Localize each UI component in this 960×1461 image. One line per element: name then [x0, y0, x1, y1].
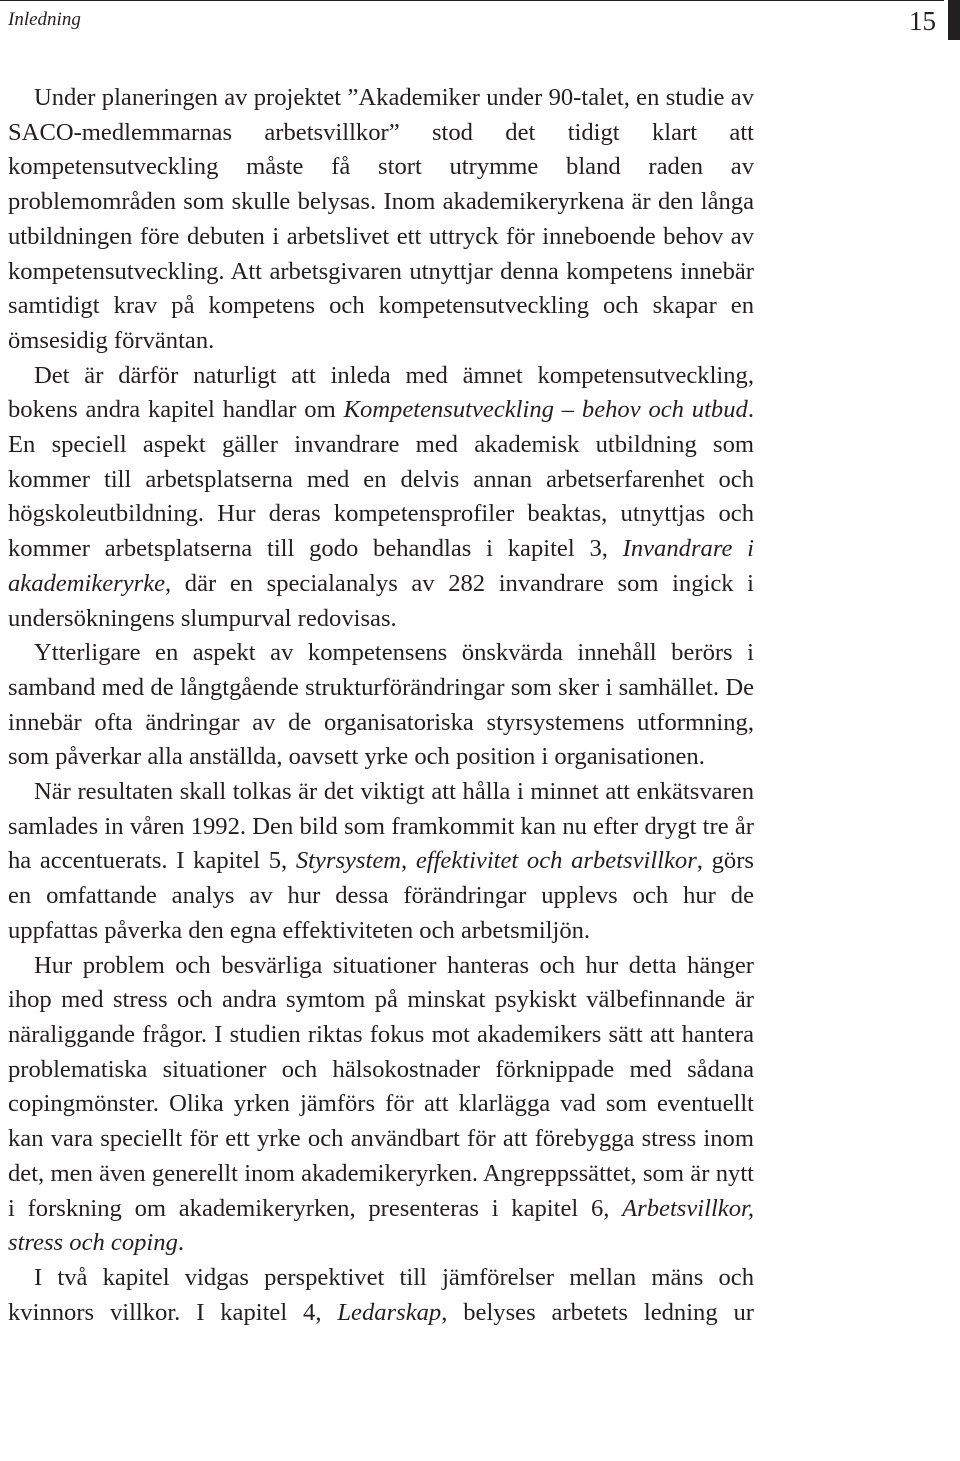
page-header: [0, 0, 960, 40]
paragraph-2-text-2: . En speciell aspekt gäller invandrare med akademisk utbildning som kommer till arbetsplatserna med en delvis annan arbetserfarenhet och högskoleutbildning. Hur deras kompetensprofiler beaktas, utnyttjas och kommer arbetsplatserna till godo behandlas i kapitel 3,: [8, 396, 754, 563]
paragraph-5: [8, 949, 754, 1261]
paragraph-4-text-2: , görs en omfattande analys av hur dessa förändringar upplevs och hur de uppfattas påverka den egna effektiviteten och arbetsmiljön.: [8, 847, 754, 944]
page-edge-tab: [948, 0, 960, 40]
paragraph-6-text-2: , belyses arbetets ledning ur: [441, 1298, 754, 1326]
chapter-title-kompetensutveckling: Kompetensutveckling – behov och utbud: [343, 396, 748, 424]
header-rule: [0, 0, 944, 1]
chapter-title-ledarskap: Ledarskap: [337, 1298, 442, 1326]
paragraph-1: [8, 81, 754, 359]
paragraph-5-text-2: .: [177, 1229, 185, 1257]
paragraph-4: [8, 775, 754, 949]
paragraph-2-text-1: Det är därför naturligt att inleda med ämnet kompetensutveckling, bokens andra kapitel handlar om: [8, 361, 754, 424]
chapter-title-arbetsvillkor: Arbetsvillkor, stress och coping: [8, 1194, 754, 1257]
paragraph-5-text-1: Hur problem och besvärliga situationer hanteras och hur detta hänger ihop med stress och andra symtom på minskat psykiskt välbefinnande är näraliggande frågor. I studien riktas fokus mot akademikers sätt att hantera problematiska situationer och hälsokostnader förknippade med sådana copingmönster. Olika yrken jämförs för att klarlägga vad som eventuellt kan vara speciellt för ett yrke och användbart för att förebygga stress inom det, men även generellt inom akademikeryrken. Angreppssättet, som är nytt i forskning om akademikeryrken, presenteras i kapitel 6,: [8, 951, 754, 1222]
paragraph-6-text-1: I två kapitel vidgas perspektivet till jämförelser mellan mäns och kvinnors villkor. I kapitel 4,: [8, 1263, 754, 1326]
body-text: [8, 81, 754, 1330]
paragraph-2: [8, 359, 754, 637]
paragraph-4-text-1: När resultaten skall tolkas är det viktigt att hålla i minnet att enkätsvaren samlades in våren 1992. Den bild som framkommit kan nu efter drygt tre år ha accentuerats. I kapitel 5,: [8, 778, 754, 875]
paragraph-6: [8, 1261, 754, 1330]
paragraph-3-text: Ytterligare en aspekt av kompetensens önskvärda innehåll berörs i samband med de långtgående strukturförändringar som sker i samhället. De innebär ofta ändringar av de organisatoriska styrsystemens utformning, som påverkar alla anställda, oavsett yrke och position i organisationen.: [8, 639, 754, 771]
running-head-section-title: Inledning: [8, 9, 81, 30]
paragraph-2-text-3: , där en specialanalys av 282 invandrare som ingick i undersökningens slumpurval redovisas.: [8, 569, 754, 632]
page-number: 15: [909, 6, 936, 36]
chapter-title-invandrare: Invandrare i akademikeryrke: [8, 535, 754, 597]
chapter-title-styrsystem: Styrsystem, effektivitet och arbetsvillkor: [295, 847, 697, 875]
paragraph-3: [8, 636, 754, 775]
paragraph-1-text: Under planeringen av projektet ”Akademiker under 90-talet, en studie av SACO-medlemmarnas arbetsvillkor” stod det tidigt klart att kompetensutveckling måste få stort utrymme bland raden av problemområden som skulle belysas. Inom akademikeryrkena är den långa utbildningen före debuten i arbetslivet ett uttryck för inneboende behov av kompetensutveckling. Att arbetsgivaren utnyttjar denna kompetens innebär samtidigt krav på kompetens och kompetensutveckling och skapar en ömsesidig förväntan.: [8, 84, 754, 354]
